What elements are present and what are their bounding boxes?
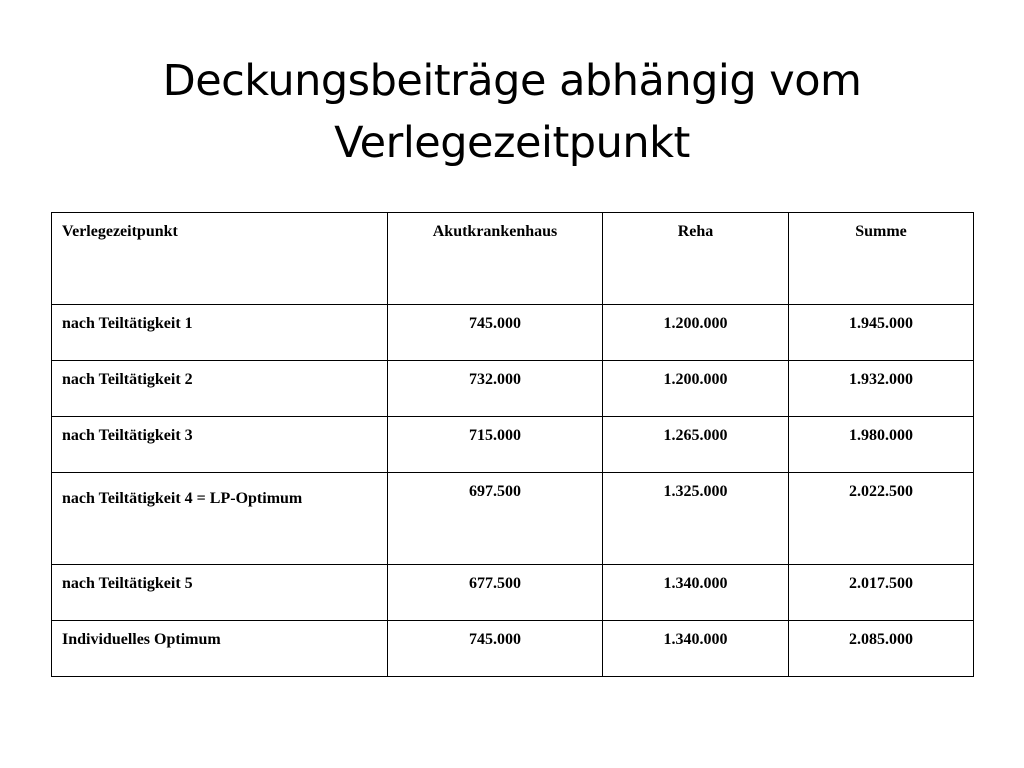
summe-value: 2.022.500: [789, 473, 974, 565]
row-label: nach Teiltätigkeit 3: [52, 417, 388, 473]
header-verlegezeitpunkt: Verlegezeitpunkt: [52, 213, 388, 305]
summe-value: 1.980.000: [789, 417, 974, 473]
header-akutkrankenhaus: Akutkrankenhaus: [388, 213, 603, 305]
table-row: [52, 565, 974, 621]
reha-value: 1.265.000: [603, 417, 789, 473]
reha-value: 1.200.000: [603, 305, 789, 361]
akutkrankenhaus-value: 745.000: [388, 621, 603, 677]
contribution-margin-table: [51, 212, 974, 677]
summe-value: 1.945.000: [789, 305, 974, 361]
slide-title-line-2: Verlegezeitpunkt: [334, 118, 690, 168]
summe-value: 2.085.000: [789, 621, 974, 677]
table-row: [52, 305, 974, 361]
slide-title-line-1: Deckungsbeiträge abhängig vom: [162, 56, 862, 106]
table-row: [52, 417, 974, 473]
table-header-row: [52, 213, 974, 305]
row-label: nach Teiltätigkeit 1: [52, 305, 388, 361]
akutkrankenhaus-value: 715.000: [388, 417, 603, 473]
akutkrankenhaus-value: 677.500: [388, 565, 603, 621]
slide-title: [0, 50, 1024, 174]
summe-value: 1.932.000: [789, 361, 974, 417]
reha-value: 1.340.000: [603, 565, 789, 621]
row-label: Individuelles Optimum: [52, 621, 388, 677]
header-summe: Summe: [789, 213, 974, 305]
table-row: [52, 361, 974, 417]
row-label: nach Teiltätigkeit 4 = LP-Optimum: [52, 473, 388, 565]
reha-value: 1.325.000: [603, 473, 789, 565]
table-row: [52, 473, 974, 565]
header-reha: Reha: [603, 213, 789, 305]
table-row: [52, 621, 974, 677]
akutkrankenhaus-value: 697.500: [388, 473, 603, 565]
row-label: nach Teiltätigkeit 5: [52, 565, 388, 621]
akutkrankenhaus-value: 732.000: [388, 361, 603, 417]
row-label: nach Teiltätigkeit 2: [52, 361, 388, 417]
reha-value: 1.340.000: [603, 621, 789, 677]
summe-value: 2.017.500: [789, 565, 974, 621]
akutkrankenhaus-value: 745.000: [388, 305, 603, 361]
reha-value: 1.200.000: [603, 361, 789, 417]
